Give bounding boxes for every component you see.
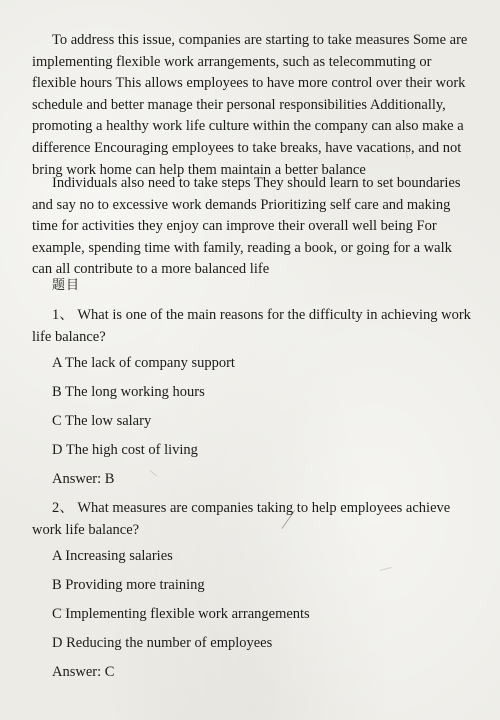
question-2-option-b: B Providing more training	[52, 577, 205, 593]
paragraph-1: To address this issue, companies are starting to take measures Some are implementing flexible work arrangements, such as telecommuting or flexible hours This allows employees to have more control over their work schedule and better manage their personal responsibilities Additionally, promoting a healthy work life culture within the company can also make a difference Encouraging employees to take breaks, have vacations, and not bring work home can help them maintain a better balance	[32, 32, 468, 178]
question-2-option-a: A Increasing salaries	[52, 548, 173, 564]
question-2-answer: Answer: C	[52, 664, 115, 680]
question-1-option-c: C The low salary	[52, 413, 152, 429]
question-1-text: 1、 What is one of the main reasons for the difficulty in achieving work life balance?	[32, 307, 471, 345]
question-2-option-d: D Reducing the number of employees	[52, 635, 273, 651]
question-1-option-b: B The long working hours	[52, 384, 205, 400]
question-2-option-c: C Implementing flexible work arrangements	[52, 606, 310, 622]
paragraph-2: Individuals also need to take steps They should learn to set boundaries and say no to excessive work demands Prioritizing self care and making time for activities they enjoy can improve their overall well being For example, spending time with family, reading a book, or going for a walk can all contribute to a more balanced life	[32, 175, 461, 278]
question-1-option-d: D The high cost of living	[52, 442, 198, 458]
question-1-option-a: A The lack of company support	[52, 355, 235, 371]
section-heading: 题目	[52, 278, 81, 293]
question-2-text: 2、 What measures are companies taking to help employees achieve work life balance?	[32, 500, 451, 538]
question-1-answer: Answer: B	[52, 471, 115, 487]
